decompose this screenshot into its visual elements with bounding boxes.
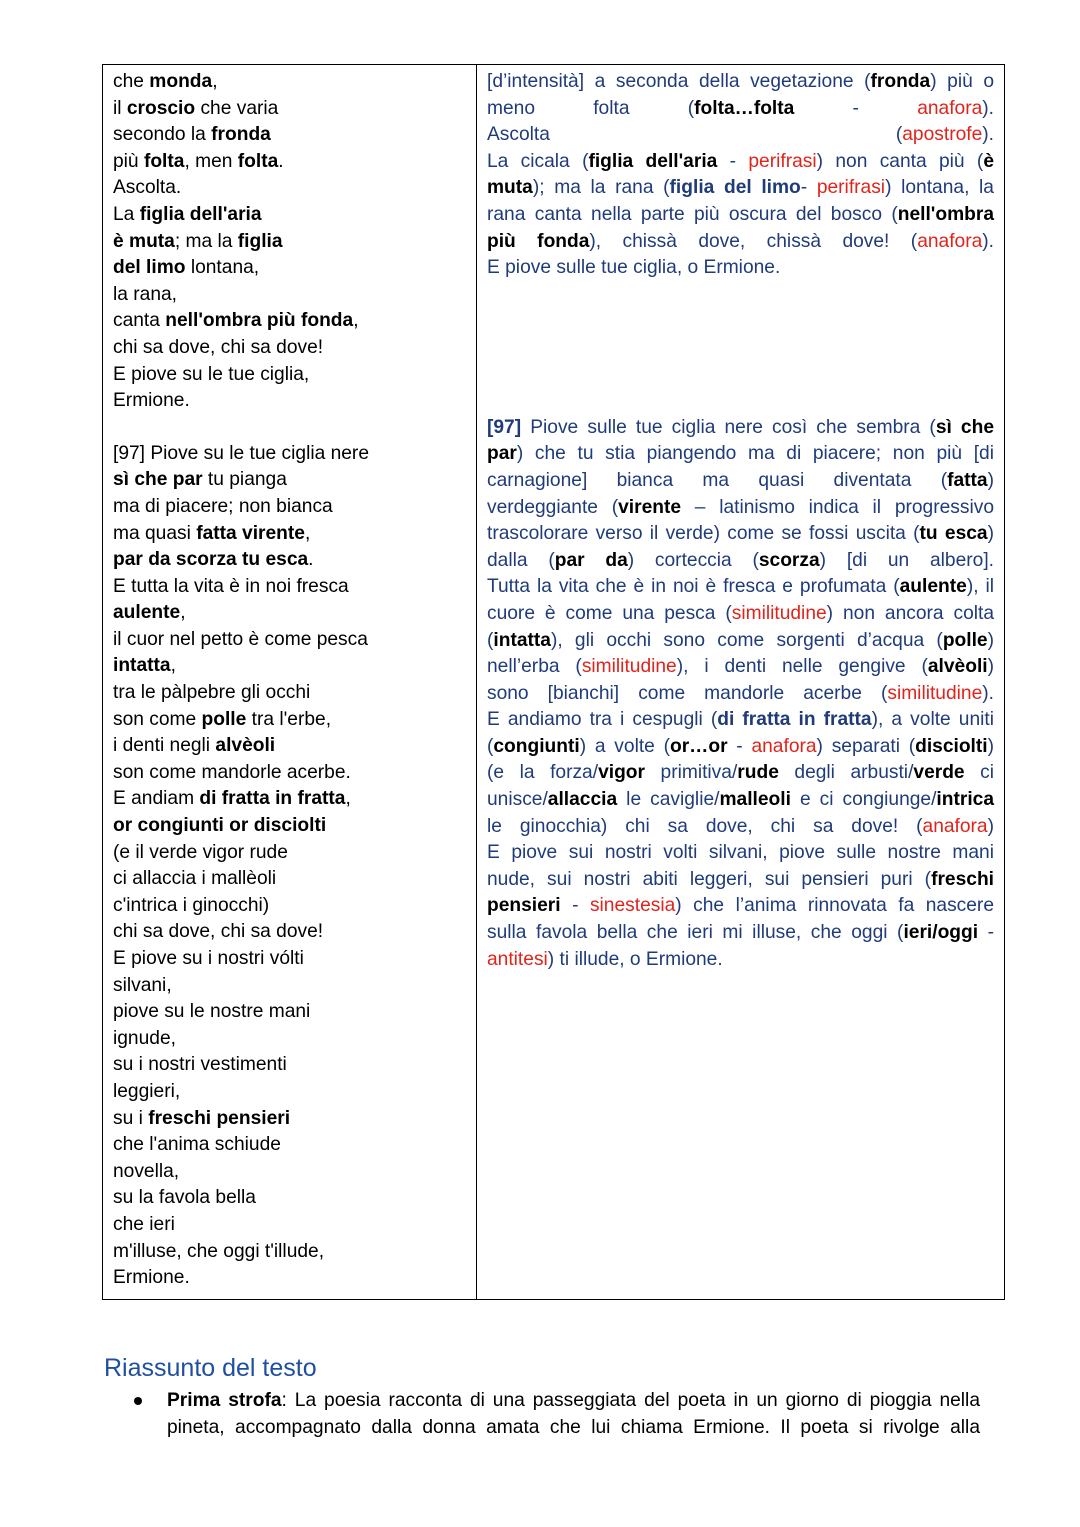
text-run: chi sa dove, chi sa dove! [113, 921, 324, 943]
bold-term: disciolti [915, 735, 988, 757]
bold-term: sì che par [113, 469, 203, 491]
bold-term: [97] [487, 416, 522, 438]
text-run: Piove sulle tue ciglia nere così che sembra ( [521, 416, 936, 438]
text-run: ). [982, 124, 994, 146]
text-run: [d’intensità] a seconda della vegetazione ( [487, 71, 871, 92]
text-run: lontana, [185, 257, 260, 279]
text-run: , men [184, 150, 238, 172]
text-line [113, 786, 466, 813]
text-run: ), gli occhi sono come sorgenti d’acqua ( [550, 629, 943, 651]
bold-term: virente [618, 496, 682, 518]
bold-term: fatta virente [196, 522, 305, 544]
text-run: ); ma la rana ( [532, 177, 670, 199]
text-line [113, 680, 466, 707]
bold-term: è [983, 150, 994, 172]
figure-of-speech-label: anafora [917, 97, 983, 119]
text-line [113, 335, 466, 362]
bold-term: freschi pensieri [148, 1107, 291, 1129]
text-run: ) [987, 735, 994, 757]
text-line [113, 1159, 466, 1186]
text-line [113, 308, 466, 335]
text-line [113, 707, 466, 734]
bold-term: fronda [211, 124, 271, 146]
text-run: ) non ancora colta [826, 602, 994, 624]
text-line [113, 813, 466, 840]
bold-term: folta…folta [694, 97, 795, 119]
text-run: m'illuse, che oggi t'illude, [113, 1240, 325, 1262]
text-line [487, 415, 994, 442]
text-run: ci allaccia i mallèoli [113, 868, 277, 890]
text-line [113, 919, 466, 946]
text-line [487, 229, 994, 256]
bold-term: rude [737, 762, 779, 784]
text-line [487, 734, 994, 761]
text-line [113, 96, 466, 123]
text-run: ) [987, 469, 994, 491]
text-run: ) ti illude, o Ermione. [547, 948, 723, 970]
text-run: tra l'erbe, [246, 708, 332, 730]
text-line [487, 96, 994, 123]
text-run: c'intrica i ginocchi) [113, 894, 270, 916]
text-line [113, 600, 466, 627]
text-run: che l'anima schiude [113, 1134, 281, 1156]
text-run: il [113, 97, 127, 119]
text-run: Ascolta ( [487, 124, 903, 146]
text-run: ). [982, 97, 994, 119]
text-run: Ermione. [113, 390, 190, 412]
summary-bullet-list [134, 1388, 980, 1441]
text-run: (e il verde vigor rude [113, 841, 288, 863]
bold-term: par [487, 443, 517, 465]
text-run: ). [982, 682, 994, 704]
summary-heading: Riassunto del testo [104, 1354, 317, 1382]
text-line [487, 840, 994, 867]
text-line [167, 1388, 980, 1415]
text-line [113, 202, 466, 229]
text-line [487, 468, 994, 495]
text-line [113, 1239, 466, 1266]
text-line [487, 441, 994, 468]
text-line [113, 521, 466, 548]
text-run: tu pianga [202, 469, 287, 491]
text-run: ci [964, 762, 994, 784]
text-run: ) che l’anima rinnovata fa nascere [675, 895, 994, 917]
bold-term: freschi [931, 868, 994, 890]
text-line [113, 840, 466, 867]
text-line [113, 733, 466, 760]
poem-stanza-bottom [113, 441, 466, 1292]
text-run: E tutta la vita è in noi fresca [113, 575, 349, 597]
text-run: ), a volte uniti [871, 709, 994, 731]
bold-term: folta [143, 150, 185, 172]
bold-term: nell'ombra più fonda [165, 310, 354, 332]
text-run: nude, sui nostri abiti leggeri, sui pensieri puri ( [487, 868, 932, 890]
figure-of-speech-label: perifrasi [816, 177, 886, 199]
text-line [113, 1185, 466, 1212]
figure-of-speech-label: similitudine [581, 656, 677, 678]
text-run: - [717, 150, 749, 172]
text-run: pineta, accompagnato dalla donna amata che lui chiama Ermione. Il poeta si rivolge alla [167, 1416, 980, 1438]
text-run: ). [982, 230, 994, 252]
bold-term: è muta [113, 230, 175, 252]
bold-term: intatta [113, 655, 171, 677]
text-run: ) [987, 815, 994, 837]
text-line [487, 601, 994, 628]
text-run: sono [bianchi] come mandorle acerbe ( [487, 682, 888, 704]
text-run: E andiam [113, 788, 200, 810]
text-run: ) più o [930, 71, 994, 92]
text-run: le ginocchia) chi sa dove, chi sa dove! ( [487, 815, 923, 837]
text-run: su la favola bella [113, 1187, 256, 1209]
text-run: su i nostri vestimenti [113, 1054, 287, 1076]
bold-term: figlia dell'aria [139, 203, 262, 225]
figure-of-speech-label: perifrasi [748, 150, 817, 172]
bold-term: del limo [113, 257, 186, 279]
table-row [103, 65, 1005, 1300]
text-run: . [278, 150, 284, 172]
bold-term: scorza [758, 549, 820, 571]
text-run: dalla ( [487, 549, 555, 571]
text-line [113, 229, 466, 256]
text-line [113, 1026, 466, 1053]
text-run: [97] [113, 442, 146, 464]
bold-term: alvèoli [215, 735, 276, 757]
bold-term: congiunti [493, 735, 580, 757]
text-line [487, 122, 994, 149]
text-line [113, 653, 466, 680]
bullet-dot-icon [134, 1397, 142, 1405]
bold-term: croscio [126, 97, 196, 119]
bold-term: malleoli [719, 789, 791, 811]
text-line [487, 920, 994, 947]
text-run: il cuor nel petto è come pesca [113, 628, 368, 650]
text-run: leggieri, [113, 1080, 181, 1102]
text-run: ), il [966, 576, 994, 598]
bold-term: di fratta in fratta [199, 788, 346, 810]
figure-of-speech-label: apostrofe [902, 124, 983, 146]
text-line [167, 1415, 980, 1442]
paraphrase-block-bottom [487, 415, 994, 973]
bold-term: par da [554, 549, 628, 571]
text-run: , [180, 602, 186, 624]
bold-term: folta [237, 150, 279, 172]
text-run: sulla favola bella che ieri mi illuse, che oggi ( [487, 922, 904, 944]
text-line [487, 787, 994, 814]
text-run: carnagione] bianca ma quasi diventata ( [487, 469, 948, 491]
text-run: ignude, [113, 1027, 176, 1049]
text-line [113, 760, 466, 787]
text-run: tra le pàlpebre gli occhi [113, 682, 311, 704]
text-run: i denti negli [113, 735, 216, 757]
text-line [113, 999, 466, 1026]
text-run: ma di piacere; non bianca [113, 495, 333, 517]
text-run: le caviglie/ [617, 789, 720, 811]
text-run: ) separati ( [816, 735, 916, 757]
text-run: che varia [195, 97, 279, 119]
bold-term: fronda [870, 71, 931, 92]
text-line [113, 893, 466, 920]
text-line [113, 866, 466, 893]
text-line [487, 255, 994, 282]
text-line [487, 867, 994, 894]
text-run: cuore è come una pesca ( [487, 602, 732, 624]
text-run: , [353, 310, 359, 332]
text-line [487, 814, 994, 841]
text-run: Ermione. [113, 1267, 190, 1289]
text-line [113, 69, 466, 96]
bold-term: più fonda [487, 230, 590, 252]
bold-term: alvèoli [927, 656, 988, 678]
text-line [113, 1265, 466, 1292]
text-run: (e la forza/ [487, 762, 599, 784]
text-line [113, 1052, 466, 1079]
bold-term: Prima strofa [167, 1390, 282, 1411]
text-run: che [113, 71, 150, 92]
text-run: Ascolta. [113, 177, 182, 199]
text-line [487, 69, 994, 96]
text-run: silvani, [113, 974, 172, 996]
text-line [487, 893, 994, 920]
text-run: ) [987, 629, 994, 651]
figure-of-speech-label: anafora [922, 815, 988, 837]
text-line [487, 947, 994, 974]
text-run: La cicala ( [487, 150, 589, 172]
text-run: trascolorare verso il verde) come se fossi uscita ( [487, 523, 920, 545]
text-run: ) a volte ( [579, 735, 670, 757]
poem-column [103, 65, 477, 1300]
text-line [113, 388, 466, 415]
text-run: piove su le nostre mani [113, 1001, 311, 1023]
paraphrase-block-top [487, 69, 994, 282]
figure-of-speech-label: antitesi [487, 948, 548, 970]
text-run: ) [di un albero]. [819, 549, 994, 571]
bold-term: nell'ombra [897, 203, 994, 225]
text-run: Piove su le tue ciglia nere [145, 442, 369, 464]
text-run: secondo la [113, 124, 212, 146]
text-line [113, 1212, 466, 1239]
text-line [487, 175, 994, 202]
bold-term: figlia dell'aria [588, 150, 718, 172]
text-line [487, 760, 994, 787]
bold-term: di fratta in fratta [717, 709, 872, 731]
text-line [113, 946, 466, 973]
bold-term: par da scorza tu esca [113, 549, 309, 571]
text-line [113, 1132, 466, 1159]
text-run: ) non canta più ( [816, 150, 984, 172]
text-run: La [113, 203, 140, 225]
text-run: - [978, 922, 994, 944]
bold-term: polle [201, 708, 247, 730]
text-run: E piove sui nostri volti silvani, piove sulle nostre mani [487, 842, 994, 864]
paraphrase-column [477, 65, 1005, 1300]
poem-stanza-top [113, 69, 466, 415]
bold-term: sì che [935, 416, 994, 438]
figure-of-speech-label: sinestesia [589, 895, 676, 917]
text-run: , [212, 71, 218, 92]
text-run: chi sa dove, chi sa dove! [113, 336, 324, 358]
text-run: più [113, 150, 144, 172]
text-run: canta [113, 310, 166, 332]
text-run: unisce/ [487, 789, 548, 811]
text-run: son come mandorle acerbe. [113, 761, 351, 783]
text-run: meno folta ( [487, 97, 695, 119]
text-line [487, 574, 994, 601]
text-run: ) che tu stia piangendo ma di piacere; non più [di [516, 443, 994, 465]
text-run: E piove su le tue ciglia, [113, 363, 310, 385]
text-run: la rana, [113, 283, 177, 305]
bold-term: tu esca [919, 523, 988, 545]
bold-term: pensieri [487, 895, 561, 917]
text-run: ) corteccia ( [627, 549, 759, 571]
text-line [113, 1079, 466, 1106]
text-run: E andiamo tra i cespugli ( [487, 709, 718, 731]
text-line [113, 175, 466, 202]
text-line [487, 707, 994, 734]
text-run: nell’erba ( [487, 656, 582, 678]
text-run: su i [113, 1107, 149, 1129]
text-run: , [345, 788, 351, 810]
bold-term: fatta [947, 469, 988, 491]
text-run: . [308, 549, 314, 571]
bold-term: muta [487, 177, 533, 199]
poem-paraphrase-table [102, 64, 1005, 1300]
text-line [113, 547, 466, 574]
text-run: rana canta nella parte più oscura del bosco ( [487, 203, 898, 225]
bold-term: figlia [237, 230, 283, 252]
text-run: novella, [113, 1160, 180, 1182]
text-run: che ieri [113, 1213, 175, 1235]
text-run: ma quasi [113, 522, 197, 544]
text-run: - [794, 97, 918, 119]
text-line [113, 122, 466, 149]
text-run: , [304, 522, 311, 544]
bold-term: aulente [899, 576, 967, 598]
text-run: - [727, 735, 752, 757]
bold-term: allaccia [547, 789, 618, 811]
text-line [113, 441, 466, 468]
stanza-gap [113, 415, 466, 441]
text-run: son come [113, 708, 202, 730]
text-line [487, 495, 994, 522]
text-run: primitiva/ [644, 762, 738, 784]
figure-of-speech-label: anafora [751, 735, 817, 757]
text-run: e ci congiunge/ [790, 789, 937, 811]
bold-term: aulente [113, 602, 181, 624]
figure-of-speech-label: similitudine [887, 682, 983, 704]
bold-term: verde [913, 762, 965, 784]
bold-term: ieri/oggi [903, 922, 979, 944]
bold-term: or…or [669, 735, 728, 757]
text-run: verdeggiante ( [487, 496, 619, 518]
paraphrase-gap [487, 282, 994, 415]
text-run: ) [987, 523, 994, 545]
summary-bullet-text [167, 1388, 980, 1441]
text-run: ( [487, 629, 494, 651]
bold-term: intatta [493, 629, 551, 651]
text-line [487, 654, 994, 681]
bold-term: figlia del limo [669, 177, 801, 199]
text-line [113, 149, 466, 176]
figure-of-speech-label: similitudine [731, 602, 827, 624]
text-run: ) lontana, la [885, 177, 994, 199]
text-run: - [560, 895, 590, 917]
text-line [113, 494, 466, 521]
text-run: , [170, 655, 176, 677]
text-line [113, 362, 466, 389]
bold-term: polle [942, 629, 988, 651]
text-line [487, 681, 994, 708]
text-line [113, 627, 466, 654]
text-line [113, 467, 466, 494]
text-line [113, 574, 466, 601]
bold-term: intrica [936, 789, 995, 811]
text-line [113, 1106, 466, 1133]
text-line [487, 149, 994, 176]
text-line [113, 973, 466, 1000]
text-line [113, 255, 466, 282]
text-run: degli arbusti/ [778, 762, 914, 784]
text-run: ( [487, 735, 494, 757]
text-line [113, 282, 466, 309]
text-run: E piove su i nostri vólti [113, 948, 304, 969]
text-line [487, 548, 994, 575]
bold-term: or congiunti or disciolti [113, 815, 327, 837]
figure-of-speech-label: anafora [917, 230, 983, 252]
text-line [487, 521, 994, 548]
text-run: ; ma la [174, 230, 238, 252]
text-line [487, 202, 994, 229]
text-run: Tutta la vita che è in noi è fresca e profumata ( [487, 576, 900, 598]
text-line [487, 628, 994, 655]
bold-term: monda [149, 71, 213, 92]
text-run: – latinismo indica il progressivo [681, 496, 994, 518]
text-run: ), chissà dove, chissà dove! ( [589, 230, 918, 252]
text-run: E piove sulle tue ciglia, o Ermione. [487, 257, 781, 279]
bold-term: vigor [598, 762, 645, 784]
text-run: ), i denti nelle gengive ( [676, 656, 928, 678]
text-run: ) [987, 656, 994, 678]
text-run: - [800, 177, 817, 199]
text-run: : La poesia racconta di una passeggiata del poeta in un giorno di pioggia nella [281, 1390, 980, 1411]
